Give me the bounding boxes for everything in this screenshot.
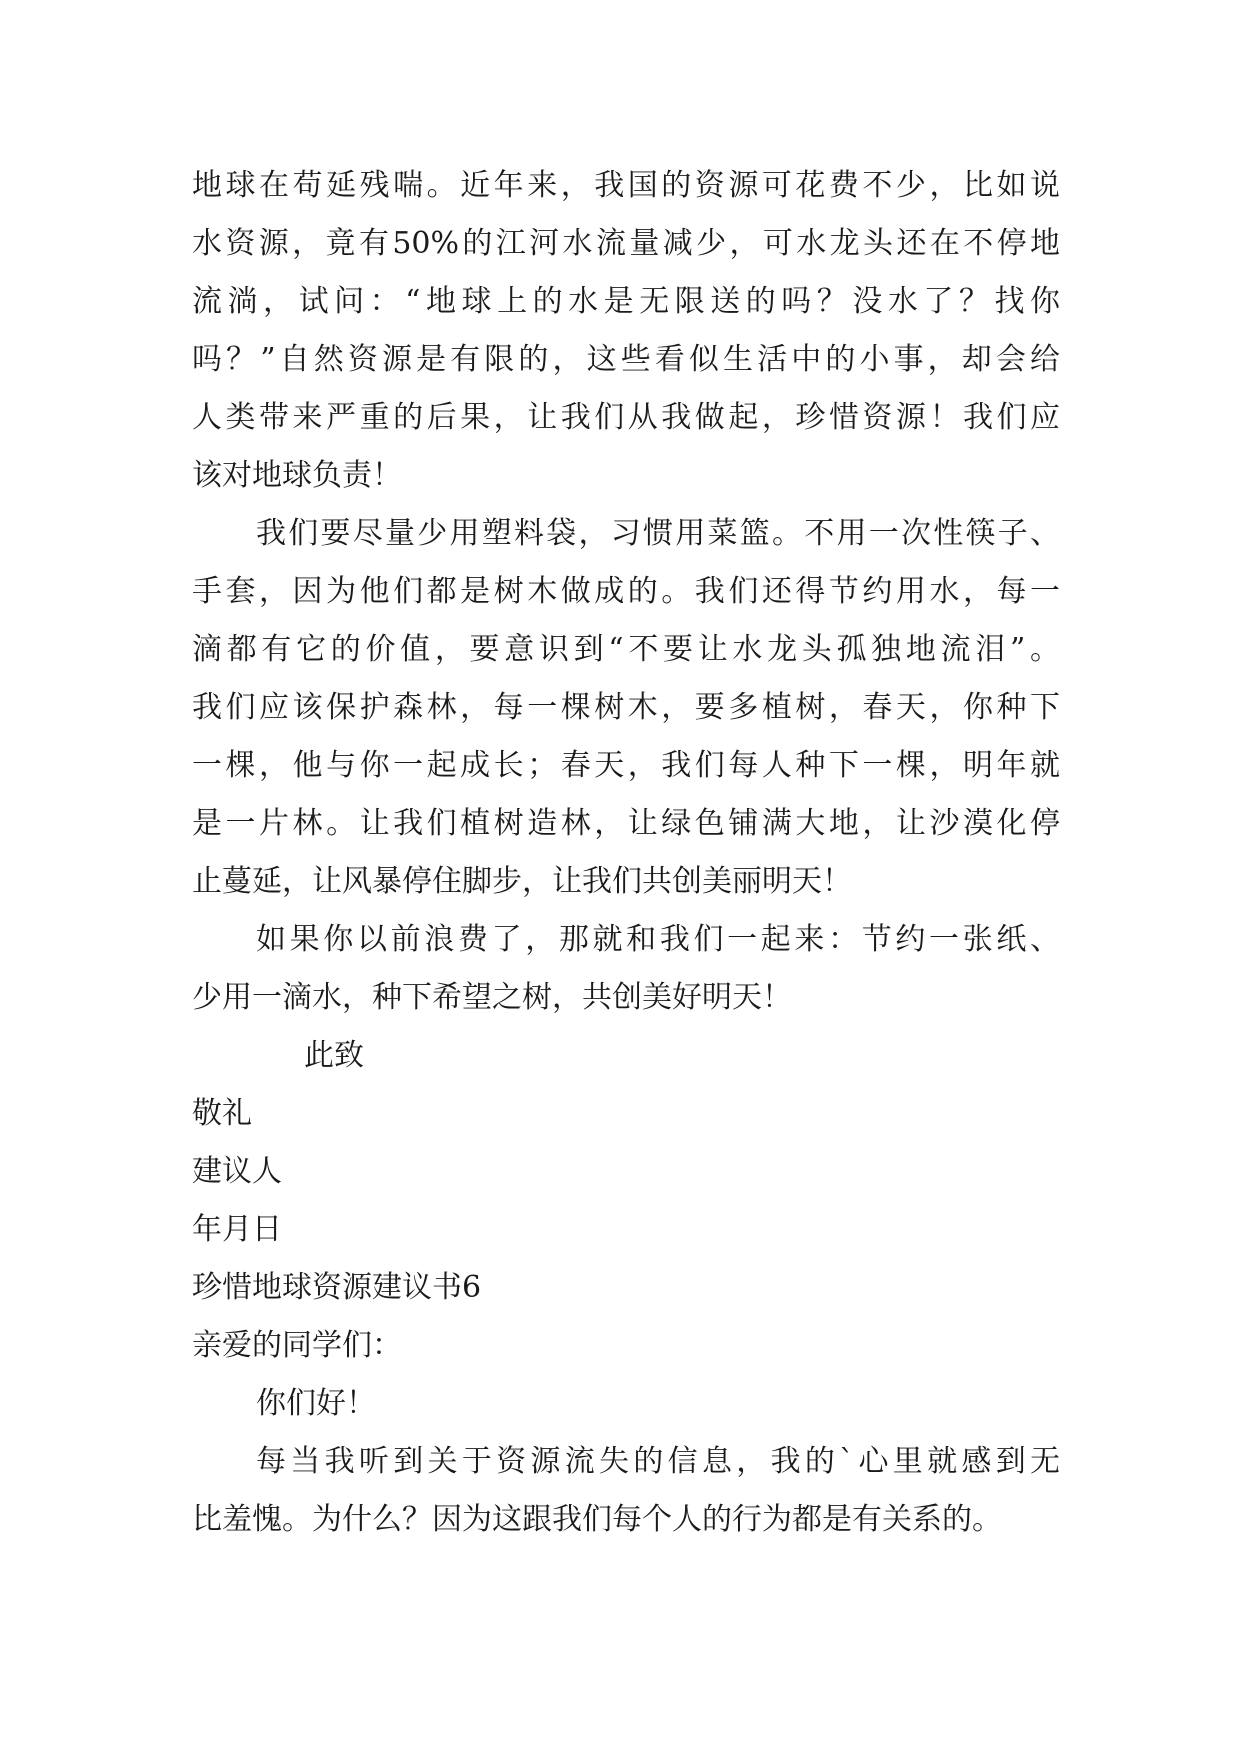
- text-line: 手套，因为他们都是树木做成的。我们还得节约用水，每一: [192, 574, 1060, 609]
- date-label: 年月日: [192, 1212, 282, 1247]
- greeting-line: 亲爱的同学们：: [192, 1328, 402, 1363]
- paragraph-first-line: 如果你以前浪费了，那就和我们一起来：节约一张纸、: [256, 922, 1060, 957]
- greeting-hello: 你们好！: [256, 1386, 376, 1421]
- text-line: 地球在苟延残喘。近年来，我国的资源可花费不少，比如说: [192, 168, 1060, 203]
- text-line: 少用一滴水，种下希望之树，共创美好明天！: [192, 980, 792, 1015]
- text-line: 是一片林。让我们植树造林，让绿色铺满大地，让沙漠化停: [192, 806, 1060, 841]
- paragraph-first-line: 每当我听到关于资源流失的信息，我的`心里就感到无: [256, 1444, 1060, 1479]
- text-line: 流淌，试问：“地球上的水是无限送的吗？没水了？找你: [192, 284, 1060, 319]
- closing-salute: 敬礼: [192, 1096, 252, 1131]
- text-line: 人类带来严重的后果，让我们从我做起，珍惜资源！我们应: [192, 400, 1060, 435]
- section-title: 珍惜地球资源建议书6: [192, 1270, 482, 1305]
- text-line: 我们应该保护森林，每一棵树木，要多植树，春天，你种下: [192, 690, 1060, 725]
- text-line: 吗？”自然资源是有限的，这些看似生活中的小事，却会给: [192, 342, 1060, 377]
- closing-phrase: 此致: [304, 1038, 364, 1073]
- text-line: 止蔓延，让风暴停住脚步，让我们共创美丽明天！: [192, 864, 852, 899]
- paragraph-first-line: 我们要尽量少用塑料袋，习惯用菜篮。不用一次性筷子、: [256, 516, 1060, 551]
- text-line: 滴都有它的价值，要意识到“不要让水龙头孤独地流泪”。: [192, 632, 1060, 667]
- text-line: 比羞愧。为什么？因为这跟我们每个人的行为都是有关系的。: [192, 1502, 1002, 1537]
- text-line: 水资源，竟有50%的江河水流量减少，可水龙头还在不停地: [192, 226, 1060, 261]
- letter-body: [192, 157, 1060, 1549]
- text-line: 一棵，他与你一起成长；春天，我们每人种下一棵，明年就: [192, 748, 1060, 783]
- signature-label: 建议人: [192, 1154, 282, 1189]
- text-line: 该对地球负责！: [192, 458, 402, 493]
